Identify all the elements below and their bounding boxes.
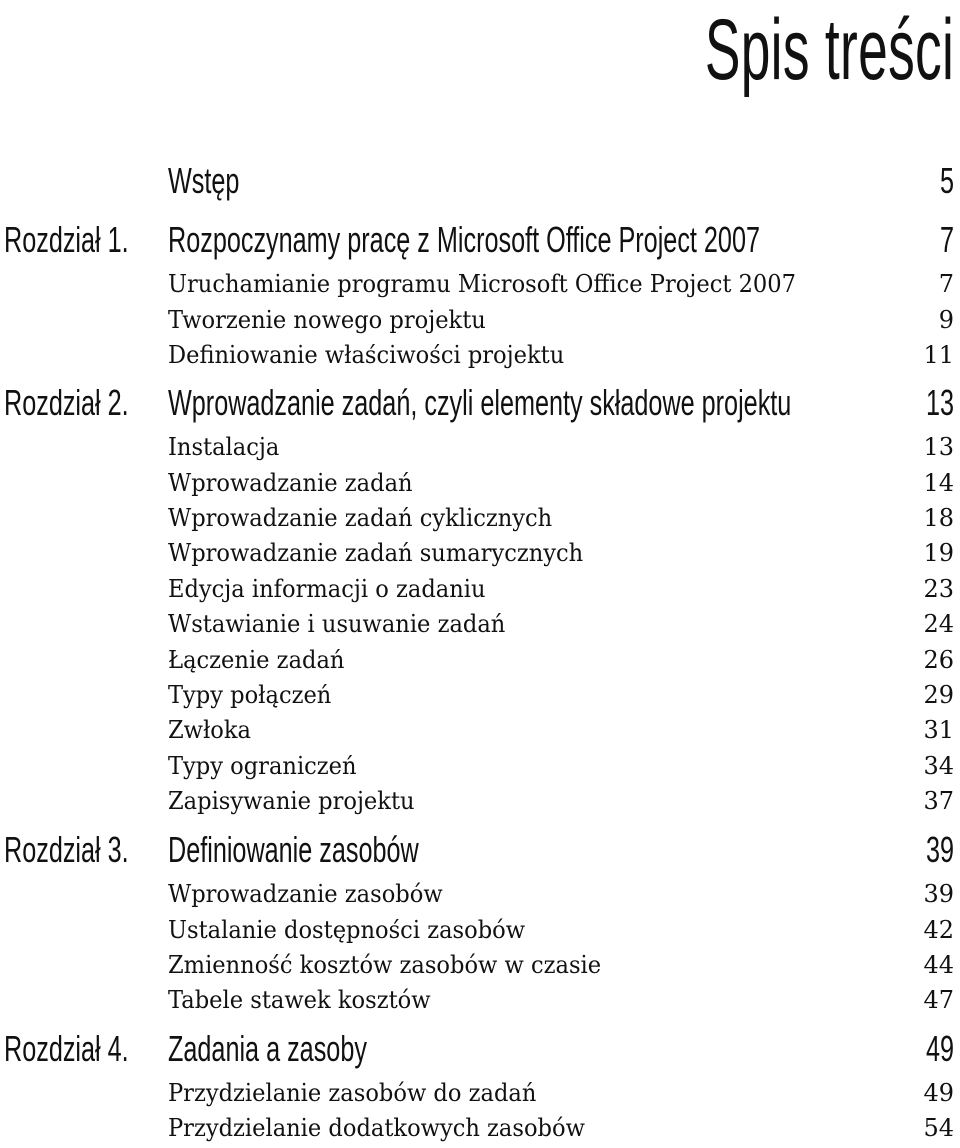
chapter-title: Zadania a zasoby	[168, 1028, 367, 1069]
section-title: Definiowanie właściwości projektu	[168, 341, 565, 369]
section-page: 18	[923, 504, 954, 532]
section-title: Tworzenie nowego projektu	[168, 306, 486, 334]
section-page: 54	[923, 1114, 954, 1142]
section-row	[0, 269, 960, 299]
chapter-row	[0, 1029, 960, 1069]
intro-page: 5	[939, 160, 954, 201]
chapter-page: 39	[925, 829, 954, 870]
section-row	[0, 432, 960, 462]
section-title: Edycja informacji o zadaniu	[168, 575, 486, 603]
section-title: Przydzielanie zasobów do zadań	[168, 1079, 537, 1107]
chapter-row	[0, 383, 960, 423]
section-page: 47	[923, 986, 954, 1014]
section-row	[0, 503, 960, 533]
intro-title: Wstęp	[168, 160, 240, 201]
page-title: Spis treści	[704, 2, 954, 98]
section-title: Przydzielanie dodatkowych zasobów	[168, 1114, 585, 1142]
section-page: 19	[923, 539, 954, 567]
section-page: 42	[923, 916, 954, 944]
section-row	[0, 609, 960, 639]
section-row	[0, 468, 960, 498]
section-row	[0, 950, 960, 980]
chapter-label: Rozdział 1.	[4, 219, 129, 260]
section-title: Typy ograniczeń	[168, 752, 357, 780]
section-page: 31	[923, 716, 954, 744]
section-page: 37	[923, 787, 954, 815]
section-page: 14	[923, 469, 954, 497]
section-page: 23	[923, 575, 954, 603]
section-page: 39	[923, 880, 954, 908]
section-row	[0, 680, 960, 710]
section-page: 44	[923, 951, 954, 979]
section-page: 29	[923, 681, 954, 709]
section-title: Zwłoka	[168, 716, 252, 744]
section-title: Wprowadzanie zadań cyklicznych	[168, 504, 553, 532]
chapter-page: 7	[939, 219, 954, 260]
section-title: Łączenie zadań	[168, 646, 345, 674]
section-row	[0, 574, 960, 604]
chapter-label: Rozdział 3.	[4, 829, 129, 870]
chapter-row	[0, 830, 960, 870]
section-page: 9	[938, 306, 954, 334]
section-page: 13	[923, 433, 954, 461]
section-title: Tabele stawek kosztów	[168, 986, 431, 1014]
section-row	[0, 645, 960, 675]
section-row	[0, 1078, 960, 1108]
section-row	[0, 305, 960, 335]
chapter-title: Wprowadzanie zadań, czyli elementy składowe projektu	[168, 382, 792, 423]
section-row	[0, 915, 960, 945]
section-title: Ustalanie dostępności zasobów	[168, 916, 526, 944]
chapter-title: Definiowanie zasobów	[168, 829, 419, 870]
section-row	[0, 340, 960, 370]
section-title: Wprowadzanie zasobów	[168, 880, 443, 908]
section-title: Wstawianie i usuwanie zadań	[168, 610, 506, 638]
section-row	[0, 538, 960, 568]
section-title: Uruchamianie programu Microsoft Office Project 2007	[168, 270, 796, 298]
section-title: Instalacja	[168, 433, 280, 461]
section-title: Typy połączeń	[168, 681, 332, 709]
section-row	[0, 786, 960, 816]
section-row	[0, 879, 960, 909]
section-row	[0, 751, 960, 781]
section-title: Zmienność kosztów zasobów w czasie	[168, 951, 602, 979]
chapter-label: Rozdział 4.	[4, 1028, 129, 1069]
chapter-row	[0, 220, 960, 260]
section-page: 11	[923, 341, 954, 369]
chapter-page: 13	[925, 382, 954, 423]
section-row	[0, 1113, 960, 1143]
section-title: Zapisywanie projektu	[168, 787, 415, 815]
toc-intro-row	[0, 161, 960, 201]
section-row	[0, 715, 960, 745]
section-title: Wprowadzanie zadań sumarycznych	[168, 539, 584, 567]
section-title: Wprowadzanie zadań	[168, 469, 413, 497]
chapter-title: Rozpoczynamy pracę z Microsoft Office Project 2007	[168, 219, 760, 260]
section-page: 26	[923, 646, 954, 674]
chapter-label: Rozdział 2.	[4, 382, 129, 423]
chapter-page: 49	[925, 1028, 954, 1069]
section-row	[0, 985, 960, 1015]
section-page: 34	[923, 752, 954, 780]
section-page: 24	[923, 610, 954, 638]
section-page: 49	[923, 1079, 954, 1107]
section-page: 7	[938, 270, 954, 298]
